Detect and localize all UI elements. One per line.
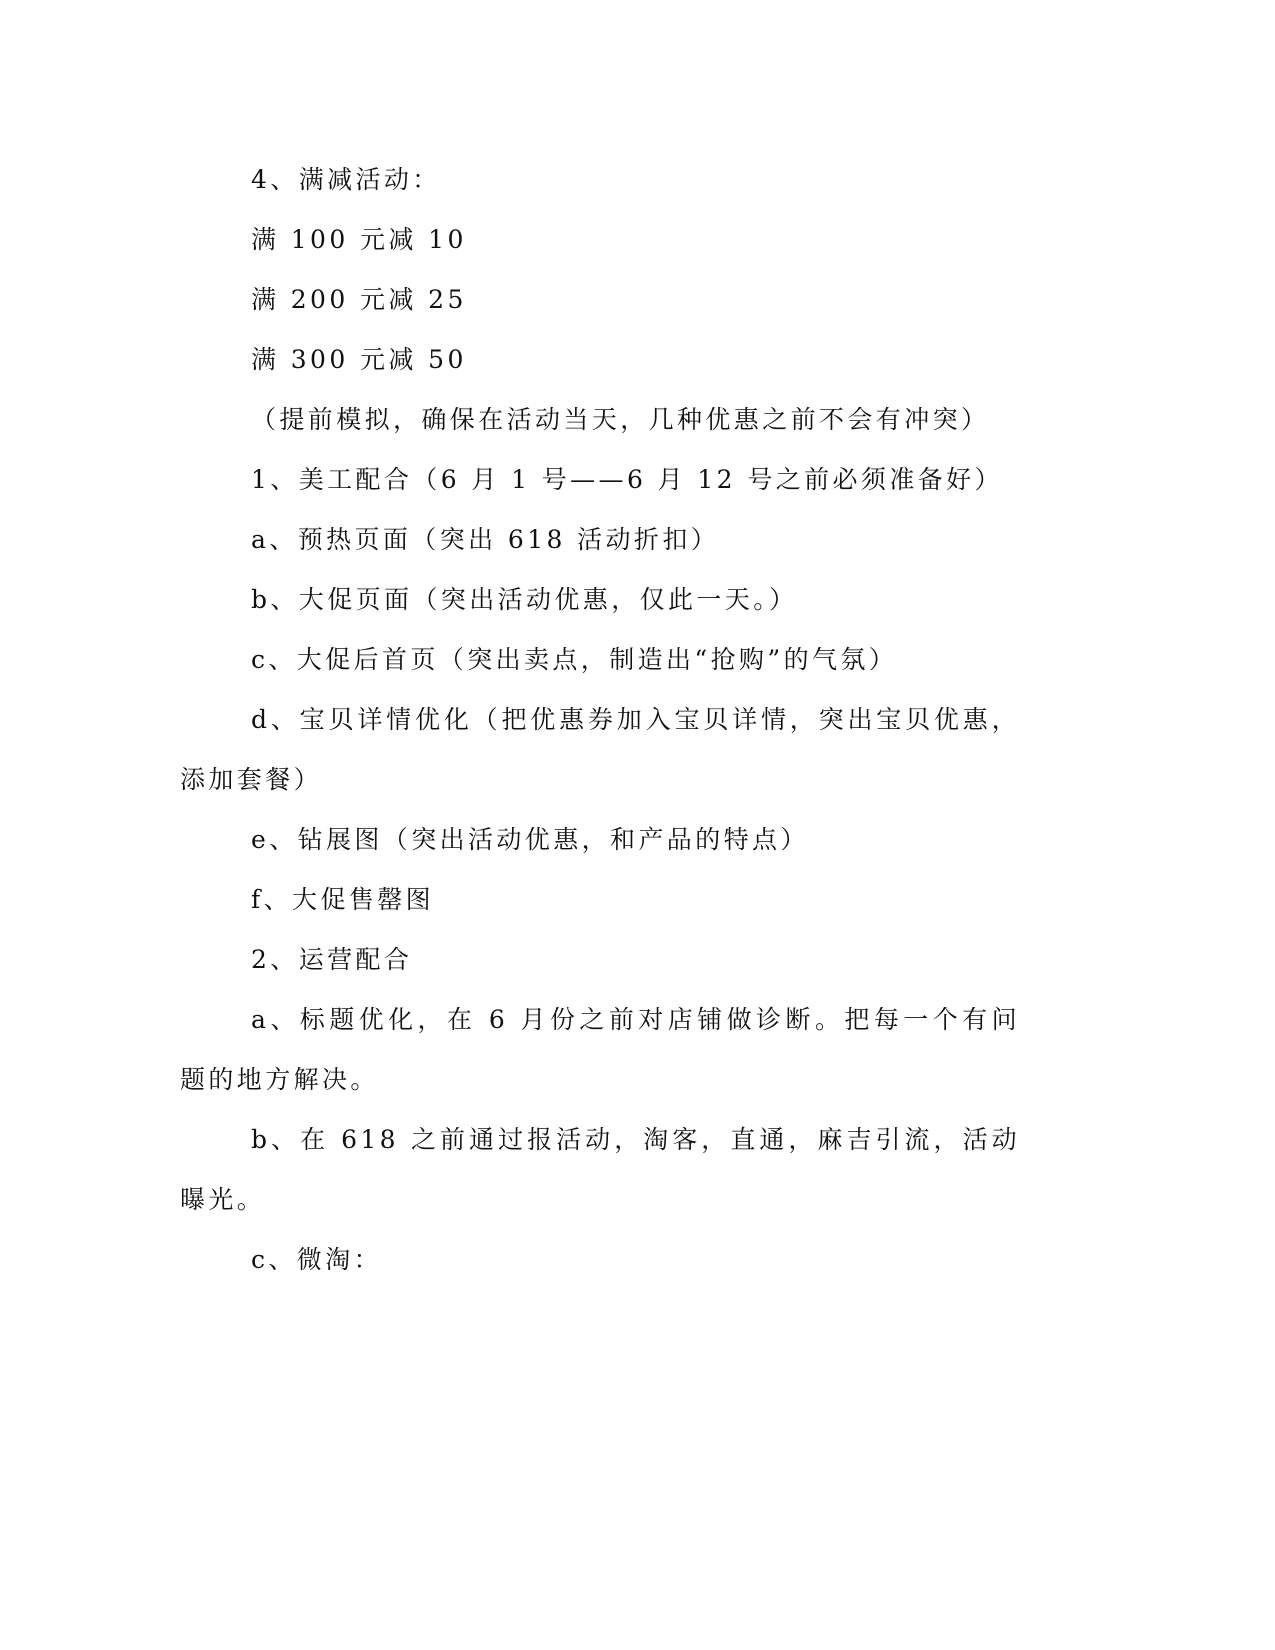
paragraph-post-promo-home: c、大促后首页（突出卖点，制造出“抢购”的气氛） (251, 645, 898, 674)
paragraph-item-detail-optimization: d、宝贝详情优化（把优惠券加入宝贝详情，突出宝贝优惠，添加套餐） (180, 705, 1020, 794)
paragraph-operations-coordination: 2、运营配合 (251, 945, 413, 974)
paragraph-title-optimization: a、标题优化，在 6 月份之前对店铺做诊断。把每一个有问题的地方解决。 (180, 1005, 1020, 1094)
paragraph-promo-page: b、大促页面（突出活动优惠，仅此一天。） (251, 585, 798, 614)
document-body (180, 150, 1020, 1290)
paragraph-weitao: c、微淘： (251, 1245, 383, 1274)
paragraph-traffic-generation: b、在 618 之前通过报活动，淘客，直通，麻吉引流，活动曝光。 (180, 1125, 1020, 1214)
paragraph-design-coordination: 1、美工配合（6 月 1 号——6 月 12 号之前必须准备好） (251, 465, 1003, 494)
paragraph-discount-100: 满 100 元减 10 (251, 225, 467, 254)
paragraph-discount-200: 满 200 元减 25 (251, 285, 467, 314)
paragraph-warmup-page: a、预热页面（突出 618 活动折扣） (251, 525, 720, 554)
paragraph-sold-out-image: f、大促售罄图 (251, 885, 435, 914)
paragraph-full-reduction-heading: 4、满减活动： (251, 165, 441, 194)
paragraph-banner-image: e、钻展图（突出活动优惠，和产品的特点） (251, 825, 809, 854)
paragraph-simulation-note: （提前模拟，确保在活动当天，几种优惠之前不会有冲突） (251, 405, 990, 434)
paragraph-discount-300: 满 300 元减 50 (251, 345, 467, 374)
